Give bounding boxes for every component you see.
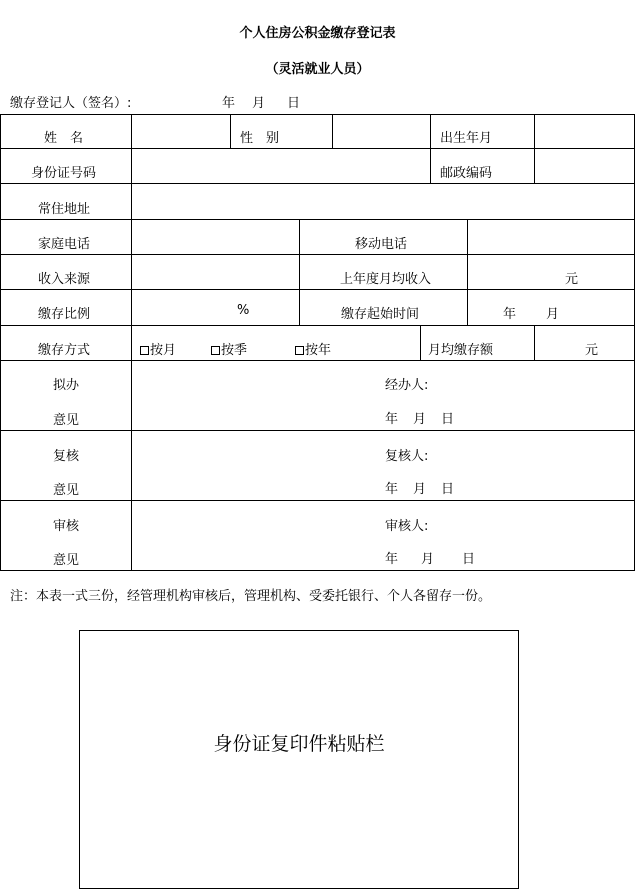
start-month: 月 [546,307,560,322]
home-phone-field[interactable] [131,219,299,254]
grid-line [534,325,535,361]
approval-month: 月 [413,412,427,427]
grid-line [299,219,300,326]
option-monthly[interactable] [140,339,176,358]
address-field[interactable] [131,183,634,219]
grid-line [0,500,635,501]
approval-day: 日 [441,412,455,427]
approval-year: 年 [385,412,399,427]
approval-person: 复核人: [385,449,429,464]
ratio-unit: % [237,303,250,318]
birth-label: 出生年月 [440,131,493,146]
approval-month: 月 [413,482,427,497]
approval-label-bottom: 意见 [53,483,80,498]
option-monthly-label: 按月 [150,343,177,358]
option-quarterly[interactable] [211,339,247,358]
last-year-income-label: 上年度月均收入 [340,272,432,287]
approval-year: 年 [385,552,399,567]
id-number-label: 身份证号码 [31,166,97,181]
form-subtitle: （灵活就业人员） [265,62,370,77]
form-title: 个人住房公积金缴存登记表 [239,26,396,41]
signer-label: 缴存登记人（签名）: [10,96,132,111]
grid-line [230,114,231,149]
grid-line [430,114,431,184]
mobile-label: 移动电话 [355,237,408,252]
approval-day: 日 [462,552,476,567]
ratio-label: 缴存比例 [38,307,91,322]
checkbox-icon[interactable] [295,346,304,355]
signer-day: 日 [287,96,301,111]
grid-line [0,289,635,290]
option-quarterly-label: 按季 [221,343,248,358]
name-field[interactable] [131,114,230,148]
start-time-label: 缴存起始时间 [341,307,420,322]
approval-label-top: 复核 [53,449,80,464]
option-yearly-label: 按年 [305,343,332,358]
mobile-field[interactable] [467,219,634,254]
signer-month: 月 [252,96,266,111]
approval-year: 年 [385,482,399,497]
checkbox-icon[interactable] [140,346,149,355]
id-copy-paste-area[interactable] [79,630,519,889]
postcode-label: 邮政编码 [440,166,493,181]
checkbox-icon[interactable] [211,346,220,355]
address-label: 常住地址 [38,202,91,217]
approval-label-top: 拟办 [53,378,80,393]
income-source-label: 收入来源 [38,272,91,287]
grid-line [0,570,635,571]
signer-year: 年 [222,96,236,111]
amount-unit: 元 [585,343,599,358]
approval-person: 审核人: [385,519,429,534]
birth-field[interactable] [534,114,634,148]
income-source-field[interactable] [131,254,299,289]
income-unit: 元 [565,272,579,287]
approval-month: 月 [421,552,435,567]
approval-label-bottom: 意见 [53,413,80,428]
approval-day: 日 [441,482,455,497]
name-label: 姓 名 [44,131,84,146]
grid-line [0,114,1,571]
approval-label-top: 审核 [53,519,80,534]
start-year: 年 [503,307,517,322]
id-copy-paste-label: 身份证复印件粘贴栏 [213,733,385,755]
gender-field[interactable] [332,114,430,148]
grid-line [0,360,635,361]
method-label: 缴存方式 [38,343,91,358]
id-number-field[interactable] [131,148,430,183]
grid-line [0,430,635,431]
gender-label: 性 别 [240,131,280,146]
grid-line [0,325,635,326]
option-yearly[interactable] [295,339,331,358]
approval-person: 经办人: [385,378,429,393]
approval-label-bottom: 意见 [53,553,80,568]
home-phone-label: 家庭电话 [38,237,91,252]
grid-line [420,325,421,361]
grid-line [0,254,635,255]
form-note: 注：本表一式三份，经管理机构审核后，管理机构、受委托银行、个人各留存一份。 [10,589,492,604]
postcode-field[interactable] [534,148,634,183]
monthly-amount-label: 月均缴存额 [428,343,494,358]
